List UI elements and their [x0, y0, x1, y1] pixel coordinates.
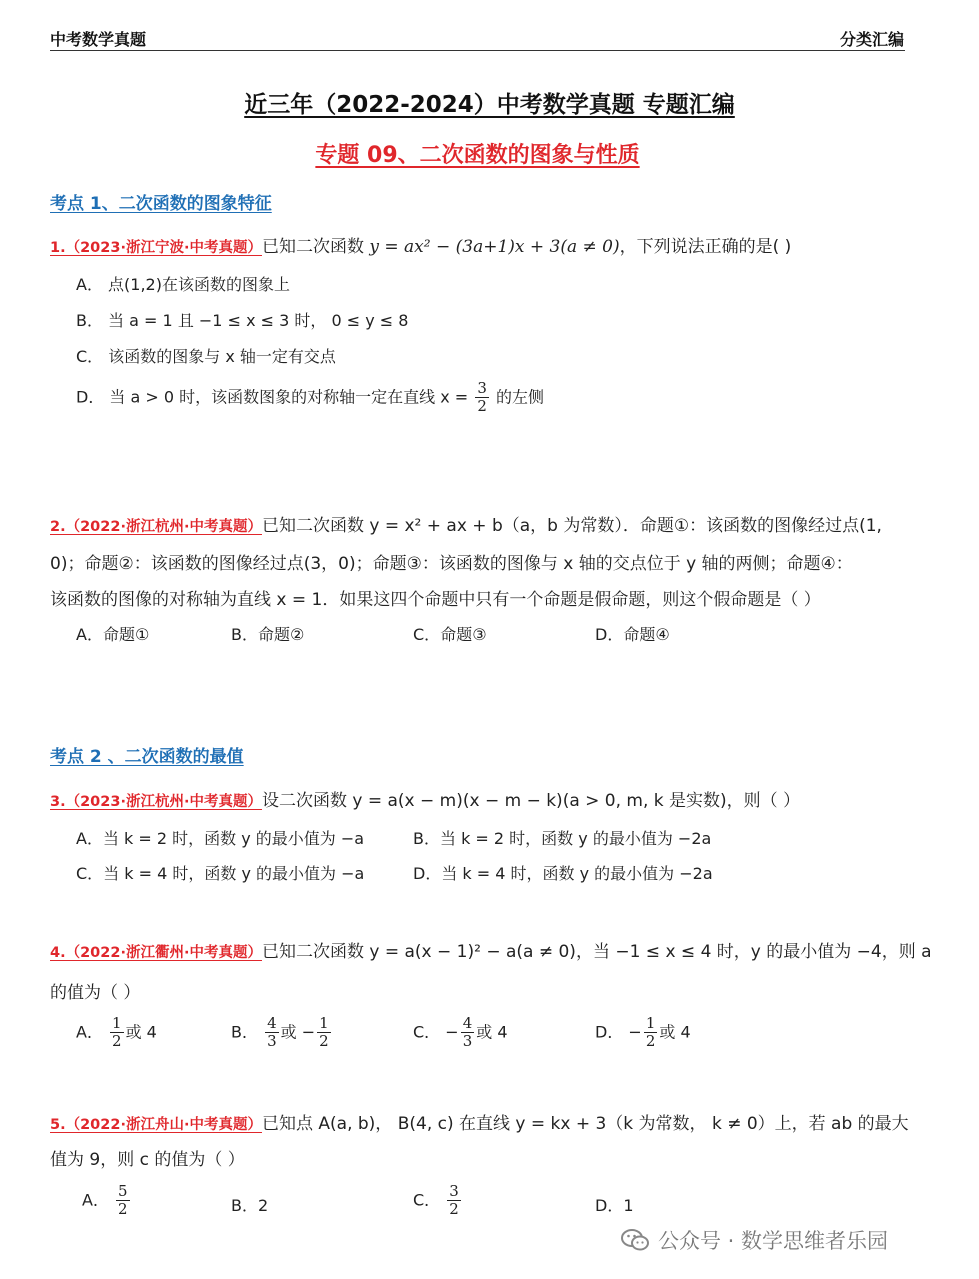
header-right: 分类汇编 — [839, 30, 904, 49]
question-3-option-a: A．当 k = 2 时，函数 y 的最小值为 −a — [76, 829, 365, 848]
question-1-formula: y = ax² − (3a+1)x + 3(a ≠ 0) — [369, 237, 620, 257]
question-5-option-a: A． $\frac{5}{2}$ — [82, 1182, 128, 1219]
fraction: $\frac{1}{2}$ — [645, 1014, 656, 1051]
fraction: $\frac{4}{3}$ — [462, 1014, 473, 1051]
question-4-option-a: A． $\frac{1}{2}$ 或 4 — [76, 1014, 157, 1051]
question-5-option-d: D．1 — [595, 1196, 634, 1215]
question-2-line-2: 0)；命题②：该函数的图像经过点(3，0)；命题③：该函数的图像与 x 轴的交点位于 y 轴的两侧；命题④： — [50, 554, 853, 574]
question-4-option-d: D． − $\frac{1}{2}$ 或 4 — [595, 1014, 691, 1051]
question-5-option-b: B．2 — [231, 1196, 269, 1215]
question-2-option-c: C．命题③ — [413, 625, 487, 644]
question-2-line-3: 该函数的图像的对称轴为直线 x = 1．如果这四个命题中只有一个命题是假命题，则这个假命题是（ ） — [50, 590, 821, 610]
question-1-option-a: A． 点(1,2)在该函数的图象上 — [76, 275, 290, 294]
watermark-text: 公众号 · 数学思维者乐园 — [658, 1229, 889, 1253]
wechat-icon — [620, 1227, 650, 1253]
fraction: $\frac{3}{2}$ — [449, 1182, 459, 1219]
question-5-option-c: C． $\frac{3}{2}$ — [413, 1182, 459, 1219]
section-heading-2: 考点 2 、二次函数的最值 — [50, 747, 244, 767]
question-3-source: 3.（2023·浙江杭州·中考真题） — [50, 794, 262, 810]
question-3-stem: 3.（2023·浙江杭州·中考真题）设二次函数 y = a(x − m)(x − m − k)(a > 0, m, k 是实数)，则（ ） — [50, 791, 801, 811]
section-heading-1: 考点 1、二次函数的图象特征 — [50, 194, 272, 214]
question-4-source: 4.（2022·浙江衢州·中考真题） — [50, 945, 262, 961]
question-5-line-1: 5.（2022·浙江舟山·中考真题）已知点 A(a, b)， B(4, c) 在直线 y = kx + 3（k 为常数， k ≠ 0）上，若 ab 的最大 — [50, 1114, 909, 1134]
question-1-option-d: D． 当 a > 0 时，该函数图象的对称轴一定在直线 x = $\frac{3}{2}$ 的左侧 — [76, 379, 544, 416]
question-3-option-d: D．当 k = 4 时，函数 y 的最小值为 −2a — [413, 864, 713, 883]
question-1-option-c: C． 该函数的图象与 x 轴一定有交点 — [76, 347, 336, 366]
question-2-line-1: 2.（2022·浙江杭州·中考真题）已知二次函数 y = x² + ax + b（a，b 为常数）．命题①：该函数的图像经过点(1, — [50, 516, 882, 536]
question-1-source: 1.（2023·浙江宁波·中考真题） — [50, 240, 262, 256]
question-1-option-b: B． 当 a = 1 且 −1 ≤ x ≤ 3 时， 0 ≤ y ≤ 8 — [76, 311, 409, 330]
question-2-option-d: D．命题④ — [595, 625, 670, 644]
question-3-option-b: B．当 k = 2 时，函数 y 的最小值为 −2a — [413, 829, 712, 848]
question-4-option-b: B． $\frac{4}{3}$ 或 − $\frac{1}{2}$ — [231, 1014, 329, 1051]
question-4-option-c: C． − $\frac{4}{3}$ 或 4 — [413, 1014, 508, 1051]
fraction: $\frac{5}{2}$ — [118, 1182, 128, 1219]
watermark — [620, 1225, 888, 1255]
question-4-line-1: 4.（2022·浙江衢州·中考真题）已知二次函数 y = a(x − 1)² − a(a ≠ 0)，当 −1 ≤ x ≤ 4 时，y 的最小值为 −4，则 a — [50, 942, 932, 962]
fraction: $\frac{1}{2}$ — [319, 1014, 329, 1051]
question-1-stem — [50, 232, 791, 257]
question-3-option-c: C．当 k = 4 时，函数 y 的最小值为 −a — [76, 864, 365, 883]
question-5-source: 5.（2022·浙江舟山·中考真题） — [50, 1117, 262, 1133]
question-2-option-b: B．命题② — [231, 625, 305, 644]
fraction: $\frac{4}{3}$ — [267, 1014, 277, 1051]
question-5-line-2: 值为 9，则 c 的值为（ ） — [50, 1150, 245, 1170]
page-title: 近三年（2022-2024）中考数学真题 专题汇编 — [244, 92, 735, 118]
question-1-stem-a: 已知二次函数 — [261, 237, 364, 257]
question-2-option-a: A．命题① — [76, 625, 150, 644]
question-2-source: 2.（2022·浙江杭州·中考真题） — [50, 519, 262, 535]
header-rule — [50, 50, 905, 51]
fraction: $\frac{3}{2}$ — [477, 379, 487, 416]
question-4-line-2: 的值为（ ） — [50, 983, 141, 1003]
fraction: $\frac{1}{2}$ — [112, 1014, 122, 1051]
header-left: 中考数学真题 — [50, 30, 147, 49]
page-subtitle: 专题 09、二次函数的图象与性质 — [315, 143, 640, 168]
question-1-stem-b: ，下列说法正确的是( ) — [619, 237, 792, 257]
